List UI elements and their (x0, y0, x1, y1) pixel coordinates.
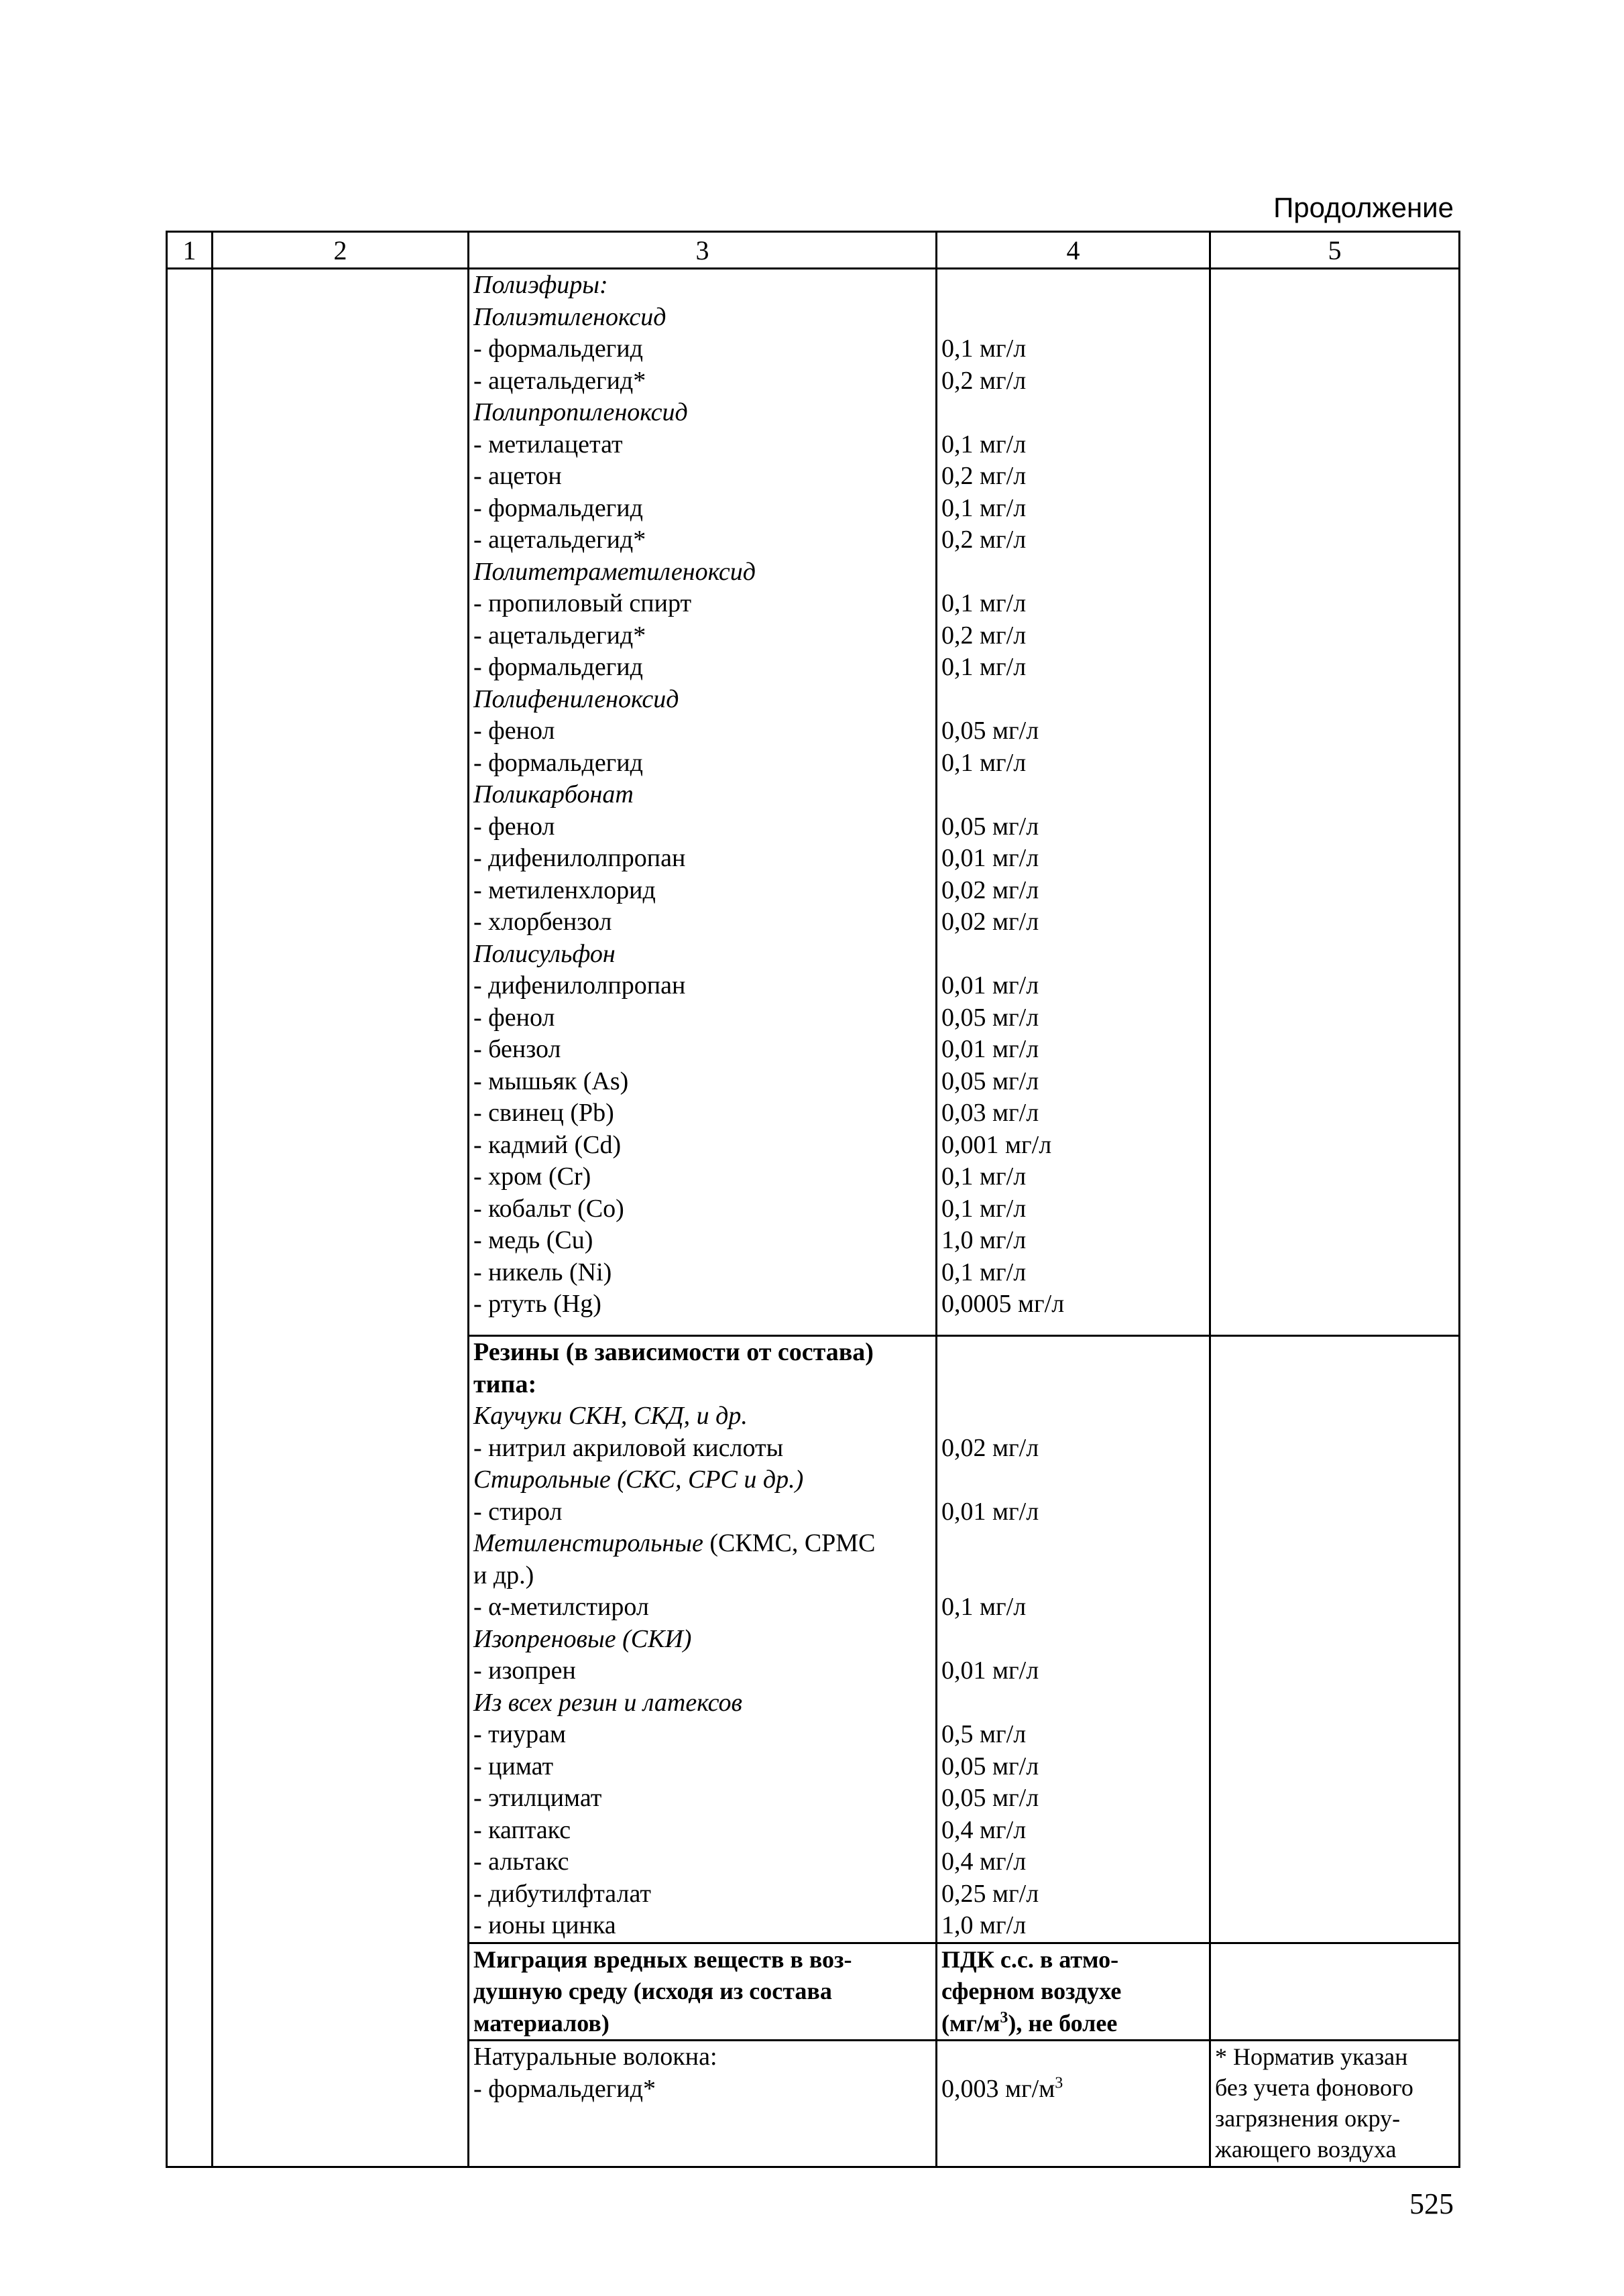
substance-line: - формальдегид (473, 493, 643, 522)
value-line: 0,02 мг/л (941, 1433, 1039, 1462)
col-header-4: 4 (937, 232, 1210, 269)
value-line (937, 302, 1209, 334)
substance-line: - ацетальдегид* (473, 526, 646, 554)
substance-line: - фенол (473, 717, 555, 745)
note-line4: жающего воздуха (1215, 2136, 1397, 2163)
substance-line: - кобальт (Co) (473, 1194, 624, 1223)
col-header-3: 3 (469, 232, 937, 269)
fibers-line1: Натуральные волокна: (473, 2043, 717, 2071)
col-header-5: 5 (1210, 232, 1460, 269)
pdk-line1: ПДК с.с. в атмо- (941, 1945, 1119, 1973)
value-line: 0,001 мг/л (941, 1130, 1052, 1159)
substance-line: - нитрил акриловой кислоты (473, 1433, 784, 1462)
value-line (937, 397, 1209, 429)
migration-pdk-cell (937, 1943, 1210, 2041)
substance-line: - медь (Cu) (473, 1226, 593, 1254)
column-number-row (167, 232, 1460, 269)
value-line: 0,02 мг/л (941, 908, 1039, 936)
fibers-values-cell (937, 2041, 1210, 2167)
fibers-substances-cell (469, 2041, 937, 2167)
fibers-value: 0,003 $мг/м^3$ (941, 2073, 1063, 2103)
value-line: 0,1 мг/л (941, 589, 1027, 617)
value-line: 0,1 мг/л (941, 335, 1027, 363)
substance-line: и др.) (473, 1561, 534, 1589)
substance-line: - метиленхлорид (473, 875, 656, 904)
rubbers-heading-line2: типа: (473, 1370, 537, 1398)
substance-line: Изопреновые (СКИ) (473, 1624, 692, 1653)
note-line1: * Норматив указан (1215, 2043, 1408, 2070)
value-line: 0,2 мг/л (941, 462, 1027, 490)
value-line: 0,03 мг/л (941, 1099, 1039, 1127)
substance-line: - формальдегид (473, 335, 643, 363)
value-line (937, 1464, 1209, 1496)
substance-line: Поликарбонат (473, 780, 634, 808)
substance-line: - фенол (473, 1003, 555, 1032)
substance-line: - ацетальдегид* (473, 621, 646, 650)
substance-line: - ионы цинка (473, 1911, 616, 1939)
col2-cell (213, 269, 469, 2167)
substance-line: Каучуки СКН, СКД, и др. (473, 1402, 748, 1430)
pdk-line3: $(мг/м^3)$, не более (941, 2008, 1118, 2037)
polymers-values-cell (937, 269, 1210, 1336)
substance-line: - метилацетат (473, 430, 623, 459)
value-line: 0,1 мг/л (941, 430, 1027, 459)
substance-line: Полиэфиры: (473, 271, 608, 299)
value-line (937, 556, 1209, 589)
rubbers-note-cell (1210, 1336, 1460, 1943)
value-line: 0,05 мг/л (941, 1003, 1039, 1032)
note-line2: без учета фонового (1215, 2074, 1413, 2101)
value-line: 0,05 мг/л (941, 1067, 1039, 1095)
value-line (937, 1528, 1209, 1560)
value-line (937, 939, 1209, 971)
substance-line: Полисульфон (473, 939, 616, 968)
value-line: 0,1 мг/л (941, 748, 1027, 777)
note-line3: загрязнения окру- (1215, 2105, 1401, 2132)
value-line: 0,05 мг/л (941, 812, 1039, 841)
migration-line3: материалов) (473, 2009, 610, 2037)
substance-line: Полипропиленоксид (473, 398, 688, 426)
value-line: 0,4 мг/л (941, 1815, 1027, 1844)
substance-line: - ртуть (Hg) (473, 1290, 601, 1318)
value-line: 0,05 мг/л (941, 717, 1039, 745)
value-line: 0,01 мг/л (941, 844, 1039, 872)
substance-line: - свинец (Pb) (473, 1099, 614, 1127)
rubbers-values-cell (937, 1336, 1210, 1943)
value-line (937, 779, 1209, 811)
migration-note-cell (1210, 1943, 1460, 2041)
substance-line: Метиленстирольные (СКМС, СРМС (473, 1529, 876, 1557)
substance-line: Стирольные (СКС, СРС и др.) (473, 1465, 804, 1494)
substance-line: - кадмий (Cd) (473, 1130, 622, 1159)
substance-line: Полиэтиленоксид (473, 302, 666, 331)
value-line: 0,1 мг/л (941, 493, 1027, 522)
polymers-substances-cell (469, 269, 937, 1336)
value-line (937, 1624, 1209, 1656)
regulation-table (166, 231, 1460, 2168)
substance-line: - фенол (473, 812, 555, 841)
polymers-section-row (167, 269, 1460, 1336)
value-line (937, 1400, 1209, 1433)
substance-line: Политетраметиленоксид (473, 557, 756, 586)
value-line: 0,01 мг/л (941, 971, 1039, 1000)
value-line: 0,01 мг/л (941, 1656, 1039, 1685)
substance-line: - пропиловый спирт (473, 589, 692, 617)
substance-line: - бензол (473, 1035, 561, 1063)
value-line: 0,01 мг/л (941, 1035, 1039, 1063)
substance-line: - стирол (473, 1497, 563, 1526)
substance-line: - хром (Cr) (473, 1162, 591, 1191)
substance-line: Полифениленоксид (473, 684, 679, 713)
substance-line: - мышьяк (As) (473, 1067, 629, 1095)
polymers-note-cell (1210, 269, 1460, 1336)
value-line: 1,0 мг/л (941, 1911, 1027, 1939)
substance-line: - дифенилолпропан (473, 844, 686, 872)
value-line (937, 684, 1209, 716)
value-line (937, 269, 1209, 302)
substance-line: - этилцимат (473, 1784, 602, 1812)
value-line: 0,02 мг/л (941, 875, 1039, 904)
value-line: 0,01 мг/л (941, 1497, 1039, 1526)
value-line: 0,1 мг/л (941, 1258, 1027, 1286)
substance-line: - изопрен (473, 1656, 576, 1685)
value-line: 0,1 мг/л (941, 1162, 1027, 1191)
value-line: 0,5 мг/л (941, 1720, 1027, 1748)
value-line: 0,1 мг/л (941, 1194, 1027, 1223)
value-line (937, 1560, 1209, 1592)
substance-line: - дибутилфталат (473, 1879, 651, 1908)
substance-line: - α-метилстирол (473, 1593, 649, 1621)
value-line: 0,1 мг/л (941, 653, 1027, 681)
continuation-label: Продолжение (1273, 192, 1454, 223)
substance-line: - никель (Ni) (473, 1258, 612, 1286)
substance-line: - хлорбензол (473, 908, 612, 936)
col-header-2: 2 (213, 232, 469, 269)
col-header-1: 1 (167, 232, 213, 269)
substance-line: - цимат (473, 1752, 554, 1780)
value-line: 0,05 мг/л (941, 1752, 1039, 1780)
migration-line2: душную среду (исходя из состава (473, 1978, 832, 2004)
page-number: 525 (1409, 2187, 1454, 2220)
rubbers-heading-line1: Резины (в зависимости от состава) (473, 1338, 874, 1366)
value-line: 0,05 мг/л (941, 1784, 1039, 1812)
rubbers-substances-cell (469, 1336, 937, 1943)
value-line (937, 1687, 1209, 1719)
value-line: 0,2 мг/л (941, 366, 1027, 395)
substance-line: - дифенилолпропан (473, 971, 686, 1000)
col1-cell (167, 269, 213, 2167)
substance-line: Из всех резин и латексов (473, 1688, 742, 1717)
value-line: 0,2 мг/л (941, 621, 1027, 650)
value-line: 0,0005 мг/л (941, 1290, 1065, 1318)
value-line: 0,4 мг/л (941, 1848, 1027, 1876)
value-line: 0,2 мг/л (941, 526, 1027, 554)
substance-line: - каптакс (473, 1815, 571, 1844)
substance-line: - тиурам (473, 1720, 567, 1748)
migration-line1: Миграция вредных веществ в воз- (473, 1945, 852, 1973)
substance-line: - формальдегид (473, 653, 643, 681)
value-line: 1,0 мг/л (941, 1226, 1027, 1254)
value-line: 0,25 мг/л (941, 1879, 1039, 1908)
fibers-note-cell (1210, 2041, 1460, 2167)
substance-line: - ацетальдегид* (473, 366, 646, 395)
fibers-line2: - формальдегид* (473, 2074, 656, 2103)
substance-line: - формальдегид (473, 748, 643, 777)
value-line: 0,1 мг/л (941, 1593, 1027, 1621)
pdk-line2: сферном воздухе (941, 1978, 1122, 2004)
substance-line: - ацетон (473, 462, 562, 490)
substance-line: - альтакс (473, 1848, 569, 1876)
migration-heading-cell (469, 1943, 937, 2041)
